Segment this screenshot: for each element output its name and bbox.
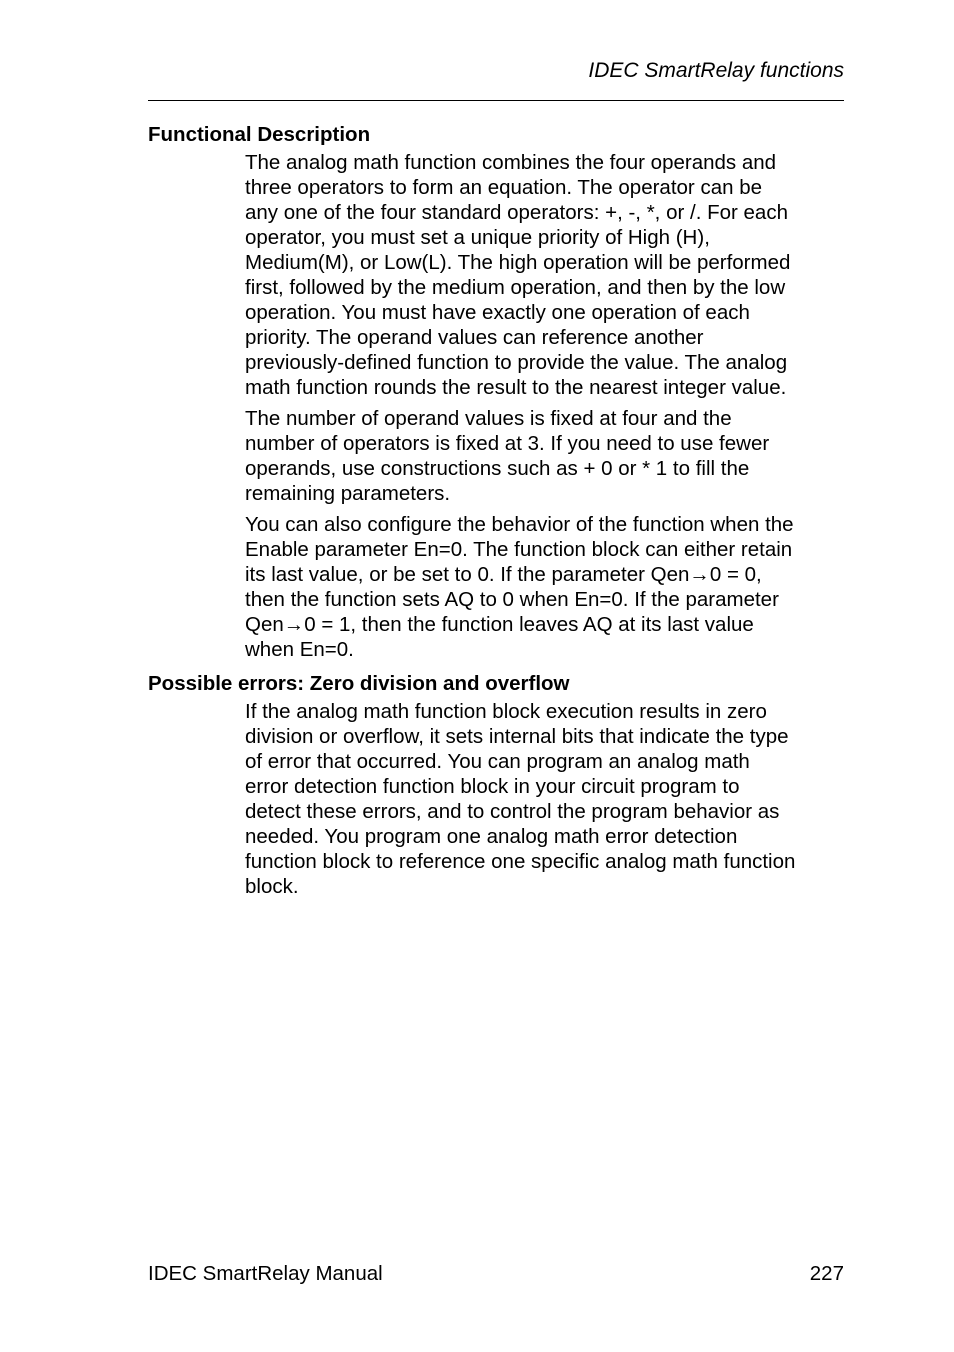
body-paragraph: You can also configure the behavior of the function when the Enable parameter En=0. The function block can either retain its last value, or be set to 0. If the parameter Qen→0 = 0, then the function sets AQ to 0 when En=0. If the parameter Qen→0 = 1, then the function leaves AQ at its last value when En=0. [245,513,794,661]
body-paragraph: The analog math function combines the four operands and three operators to form an equation. The operator can be any one of the four standard operators: +, -, *, or /. For each operator, you must set a unique priority of High (H), Medium(M), or Low(L). The high operation will be performed first, followed by the medium operation, and then by the low operation. You must have exactly one operation of each priority. The operand values can reference another previously-defined function to provide the value. The analog math function rounds the result to the nearest integer value. [245,151,791,399]
running-header: IDEC SmartRelay functions [588,59,844,82]
section-heading: Possible errors: Zero division and overflow [148,672,570,695]
body-paragraph: The number of operand values is fixed at four and the number of operators is fixed at 3. If you need to use fewer operands, use constructions such as + 0 or * 1 to fill the remaining parameters. [245,407,770,505]
header-divider [148,100,844,101]
footer-page-number: 227 [809,1262,844,1285]
page-body [148,121,848,905]
section-heading: Functional Description [148,123,371,146]
footer-manual-title: IDEC SmartRelay Manual [148,1262,383,1285]
body-paragraph: If the analog math function block execution results in zero division or overflow, it sets internal bits that indicate the type of error that occurred. You can program an analog math error detection function block in your circuit program to detect these errors, and to control the program behavior as needed. You program one analog math error detection function block to reference one specific analog math function block. [245,700,796,898]
section-functional-description [148,121,848,662]
section-possible-errors [148,670,848,899]
